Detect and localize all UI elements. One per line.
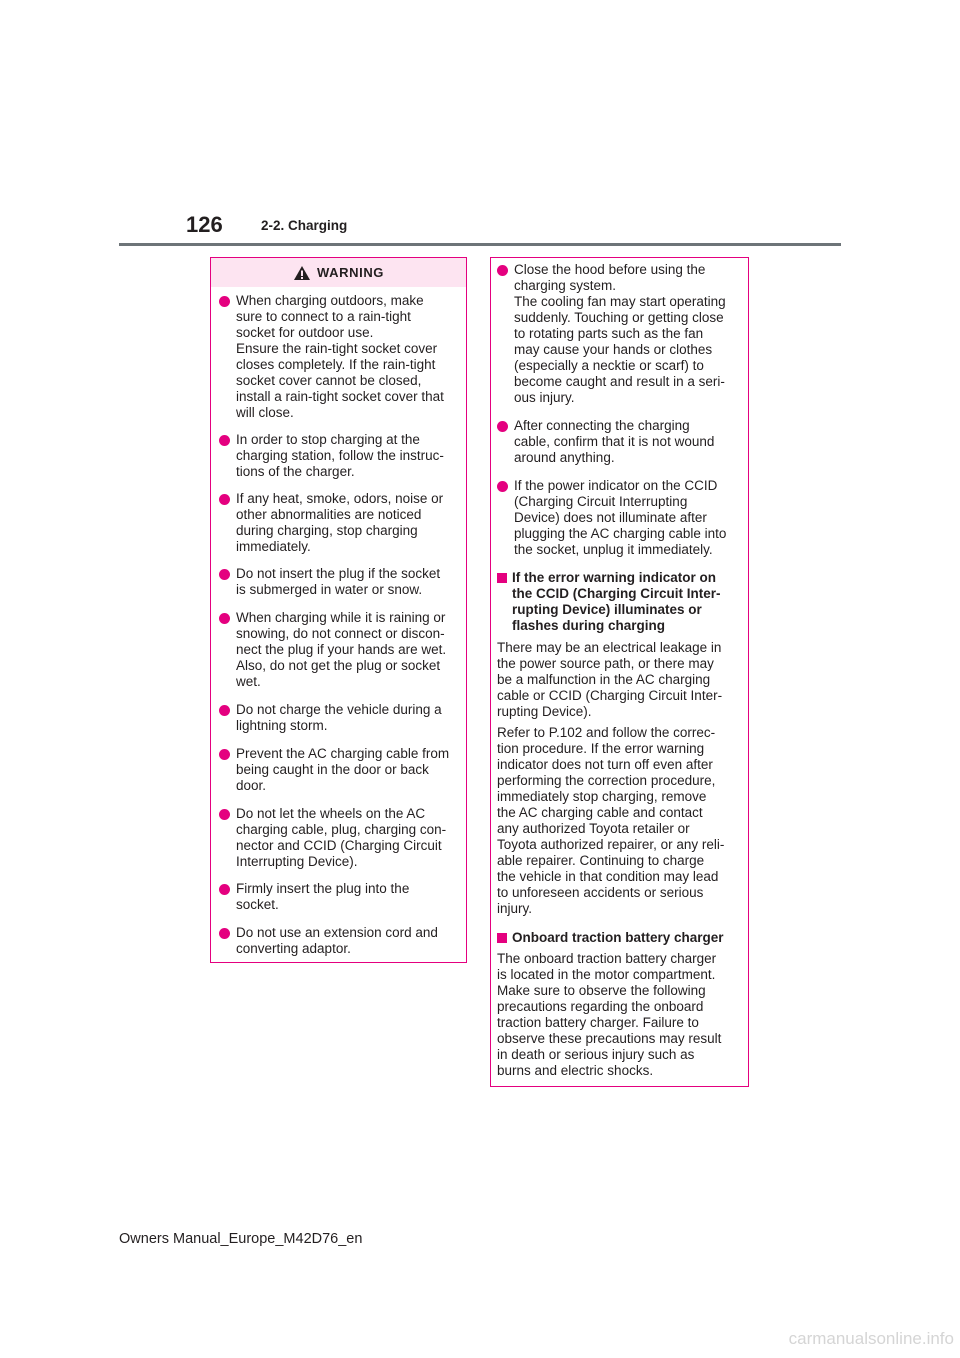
watermark: carmanualsonline.info xyxy=(788,1329,954,1348)
warning-item xyxy=(219,702,465,734)
paragraph: The onboard traction battery charger is located in the motor compartment. Make sure to observe the following precautions regarding the onboard traction battery charger. Failure to observe these precautions may result in death or serious injury such as burns and electric shocks. xyxy=(497,951,722,1078)
footer-text: Owners Manual_Europe_M42D76_en xyxy=(119,1231,363,1247)
warning-item-text: After connecting the charging cable, confirm that it is not wound around anything. xyxy=(514,418,715,465)
bullet-icon xyxy=(219,296,230,307)
warning-item-text: In order to stop charging at the charging station, follow the instruc- tions of the charger. xyxy=(236,432,444,479)
warning-item xyxy=(497,262,747,406)
warning-item-text: If the power indicator on the CCID (Charging Circuit Interrupting Device) does not illuminate after plugging the AC charging cable into the socket, unplug it immediately. xyxy=(514,478,727,557)
warning-item xyxy=(219,491,465,555)
warning-item-text: Do not use an extension cord and converting adaptor. xyxy=(236,925,438,956)
warning-header xyxy=(211,258,466,287)
warning-item-text: Firmly insert the plug into the socket. xyxy=(236,881,410,912)
subheading-onboard-charger xyxy=(497,930,747,946)
subheading-error-indicator xyxy=(497,570,747,634)
warning-continuation-box xyxy=(490,257,749,1087)
bullet-icon xyxy=(219,613,230,624)
bullet-icon xyxy=(219,749,230,760)
warning-item xyxy=(219,881,465,913)
section-title: 2-2. Charging xyxy=(261,218,348,233)
paragraph: Refer to P.102 and follow the correc- tion procedure. If the error warning indicator does not turn off even after performing the correction procedure, immediately stop charging, remove the AC charging cable and contact any authorized Toyota retailer or Toyota authorized repairer, or any reli- able repairer. Continuing to charge the vehicle in that condition may lead to unforeseen accidents or serious injury. xyxy=(497,725,725,916)
warning-item xyxy=(219,293,465,421)
warning-item-text: Prevent the AC charging cable from being caught in the door or back door. xyxy=(236,746,450,793)
warning-item xyxy=(219,925,465,957)
warning-item xyxy=(219,432,465,480)
bullet-icon xyxy=(219,435,230,446)
bullet-icon xyxy=(219,494,230,505)
warning-item xyxy=(219,746,465,794)
subheading-text: If the error warning indicator on the CCID (Charging Circuit Inter- rupting Device) illuminates or flashes during charging xyxy=(512,570,721,633)
bullet-icon xyxy=(497,265,508,276)
warning-label: WARNING xyxy=(316,265,385,280)
warning-item xyxy=(219,566,465,598)
bullet-icon xyxy=(219,809,230,820)
warning-box xyxy=(210,257,467,963)
bullet-icon xyxy=(219,884,230,895)
warning-item-text: Do not insert the plug if the socket is submerged in water or snow. xyxy=(236,566,441,597)
warning-item xyxy=(219,610,465,690)
page-number: 126 xyxy=(186,212,223,237)
warning-item-text: Close the hood before using the charging system. The cooling fan may start operating suddenly. Touching or getting close to rotating parts such as the fan may cause your hands or clothes (especially a necktie or scarf) to become caught and result in a seri- ous injury. xyxy=(514,262,726,405)
bullet-icon xyxy=(219,569,230,580)
warning-item xyxy=(219,806,465,870)
paragraph: There may be an electrical leakage in the power source path, or there may be a malfunction in the AC charging cable or CCID (Charging Circuit Inter- rupting Device). xyxy=(497,640,723,719)
bullet-icon xyxy=(497,481,508,492)
bullet-icon xyxy=(497,421,508,432)
subheading-text: Onboard traction battery charger xyxy=(512,930,724,945)
warning-item-text: If any heat, smoke, odors, noise or other abnormalities are noticed during charging, stop charging immediately. xyxy=(236,491,444,554)
warning-triangle-icon xyxy=(293,265,311,281)
warning-item-text: When charging while it is raining or snowing, do not connect or discon- nect the plug if your hands are wet. Also, do not get the plug or socket wet. xyxy=(236,610,447,689)
bullet-icon xyxy=(219,928,230,939)
square-bullet-icon xyxy=(497,933,507,943)
header-rule xyxy=(119,243,841,246)
warning-item xyxy=(497,418,747,466)
warning-item-text: Do not let the wheels on the AC charging cable, plug, charging con- nector and CCID (Charging Circuit Interrupting Device). xyxy=(236,806,447,869)
bullet-icon xyxy=(219,705,230,716)
warning-item xyxy=(497,478,747,558)
warning-item-text: Do not charge the vehicle during a lightning storm. xyxy=(236,702,442,733)
square-bullet-icon xyxy=(497,573,507,583)
warning-item-text: When charging outdoors, make sure to connect to a rain-tight socket for outdoor use. Ensure the rain-tight socket cover closes completely. If the rain-tight socket cover cannot be closed, install a rain-tight socket cover that will close. xyxy=(236,293,444,420)
